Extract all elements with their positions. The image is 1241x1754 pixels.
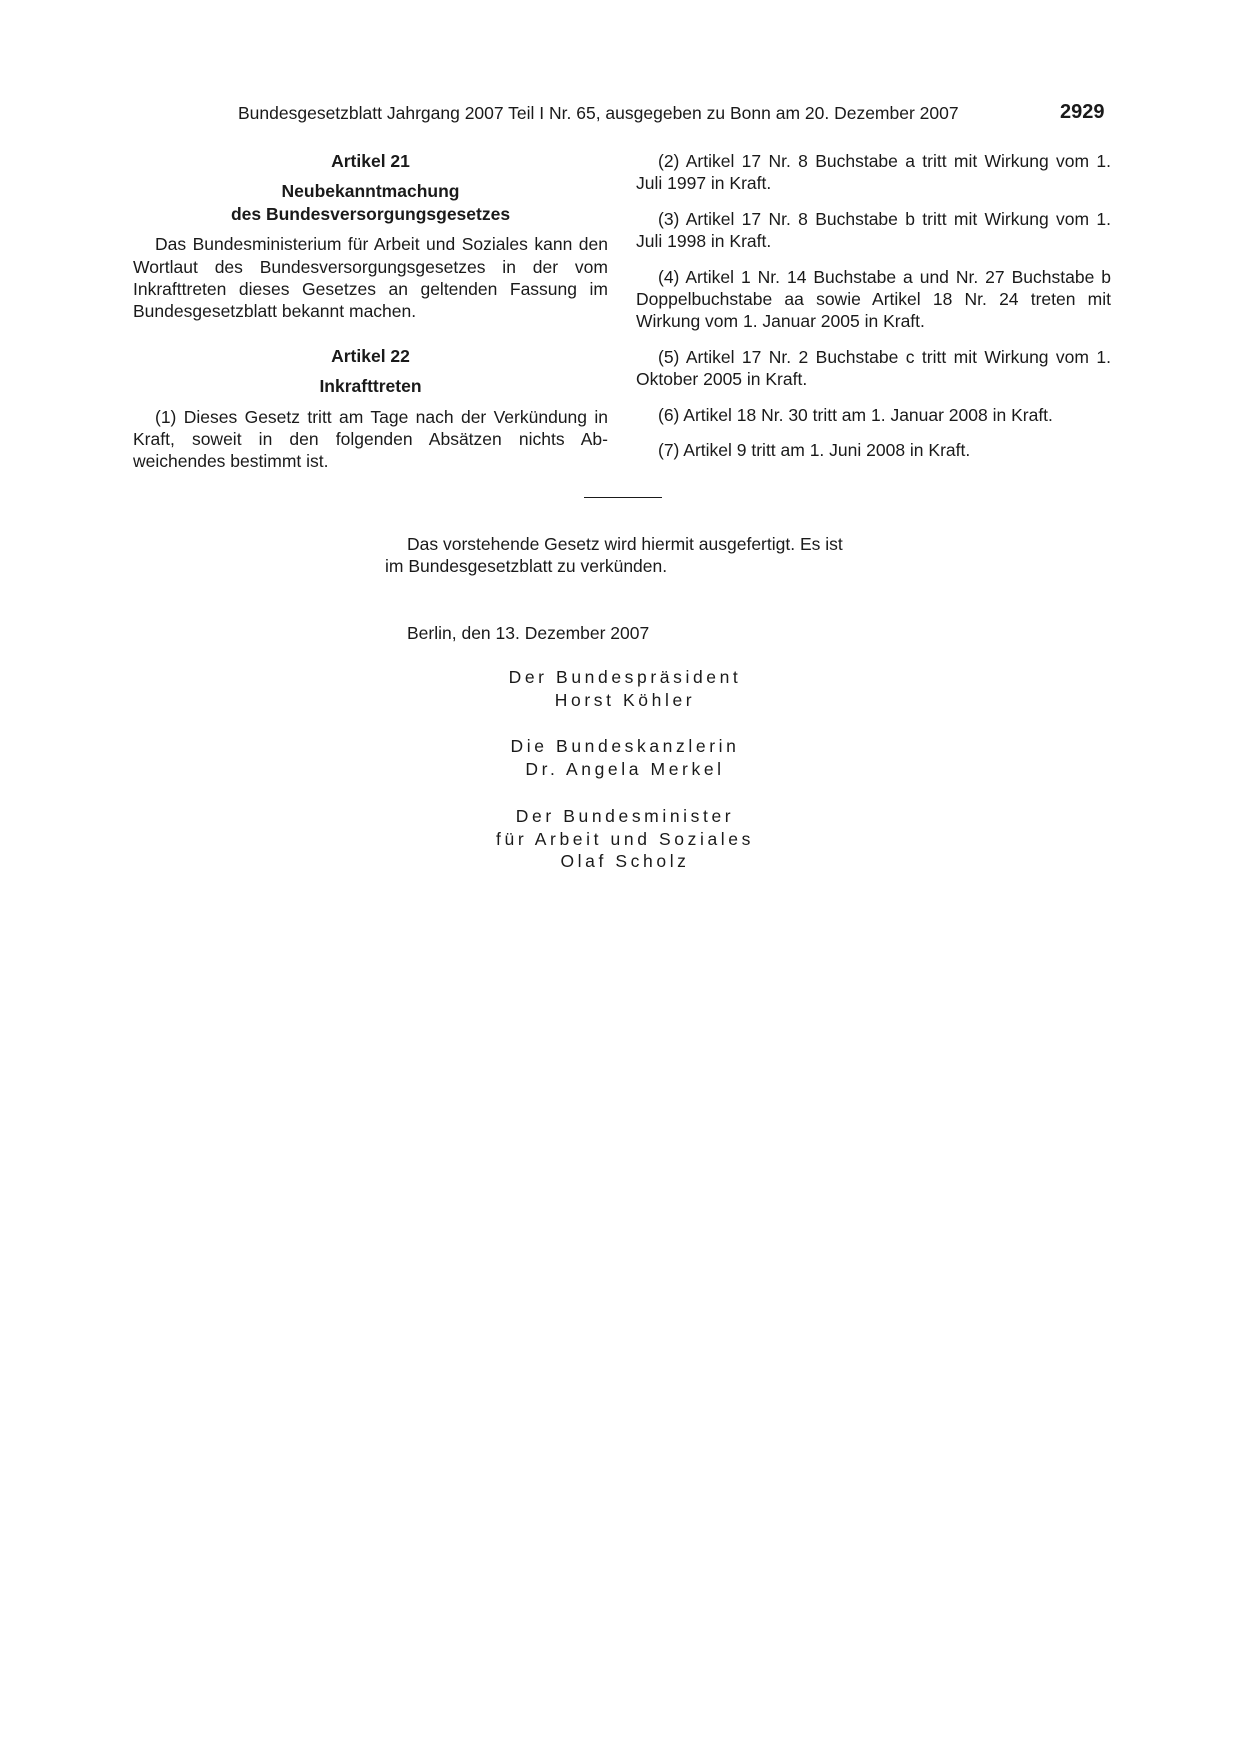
signatory-name: Horst Köhler — [554, 689, 696, 710]
left-column — [133, 150, 608, 473]
article-21-heading: Artikel 21 — [331, 151, 410, 171]
place-and-date: Berlin, den 13. Dezember 2007 — [407, 623, 650, 643]
signature-block-minister — [400, 805, 850, 873]
article-22-paragraph-1: (1) Dieses Gesetz tritt am Tage nach der Verkündung in Kraft, soweit in den folgenden Absätzen nichts Abweichendes bestimmt ist. — [133, 406, 608, 472]
running-header: Bundesgesetzblatt Jahrgang 2007 Teil I Nr. 65, ausgegeben zu Bonn am 20. Dezember 2007 — [238, 103, 959, 123]
signatory-title-line-2: für Arbeit und Soziales — [496, 828, 754, 849]
article-22-title: Inkrafttreten — [319, 376, 422, 397]
article-21-text: Das Bundesministerium für Arbeit und Soziales kann den Wortlaut des Bundesversorgungsgesetzes in der vom Inkrafttreten dieses Gesetzes an geltenden Fassung im Bundesgesetzblatt bekannt machen. — [133, 234, 608, 322]
article-21-title-line-1: Neubekanntmachung — [281, 181, 460, 202]
signature-block-president — [400, 666, 850, 711]
article-22-paragraph-4: (4) Artikel 1 Nr. 14 Buchstabe a und Nr. 27 Buchstabe b Doppelbuchstabe aa sowie Artikel 18 Nr. 24 treten mit Wirkung vom 1. Januar 2005 in Kraft. — [636, 266, 1111, 332]
closing-formula — [385, 533, 865, 578]
right-column — [636, 150, 1111, 474]
article-22-paragraph-3: (3) Artikel 17 Nr. 8 Buchstabe b tritt mit Wirkung vom 1. Juli 1998 in Kraft. — [636, 208, 1111, 252]
page-number: 2929 — [1060, 101, 1105, 123]
article-22-heading: Artikel 22 — [331, 345, 410, 366]
article-22-paragraph-2: (2) Artikel 17 Nr. 8 Buchstabe a tritt mit Wirkung vom 1. Juli 1997 in Kraft. — [636, 151, 1111, 194]
signatory-name: Dr. Angela Merkel — [525, 758, 725, 779]
closing-text: Das vorstehende Gesetz wird hiermit ausgefertigt. Es ist im Bundesgesetzblatt zu verkünden. — [385, 534, 843, 577]
signatory-title: Die Bundeskanzlerin — [510, 736, 740, 756]
signatory-title: Der Bundespräsident — [508, 667, 742, 687]
article-22-paragraph-6: (6) Artikel 18 Nr. 30 tritt am 1. Januar 2008 in Kraft. — [658, 404, 1053, 425]
article-22-paragraph-7: (7) Artikel 9 tritt am 1. Juni 2008 in Kraft. — [658, 440, 971, 461]
separator-rule — [584, 497, 662, 498]
signatory-name: Olaf Scholz — [560, 851, 690, 872]
article-21-title-line-2: des Bundesversorgungsgesetzes — [230, 203, 511, 224]
signatory-title: Der Bundesminister — [515, 806, 735, 826]
article-22-paragraph-5: (5) Artikel 17 Nr. 2 Buchstabe c tritt mit Wirkung vom 1. Oktober 2005 in Kraft. — [636, 346, 1111, 390]
signature-block-chancellor — [400, 735, 850, 780]
